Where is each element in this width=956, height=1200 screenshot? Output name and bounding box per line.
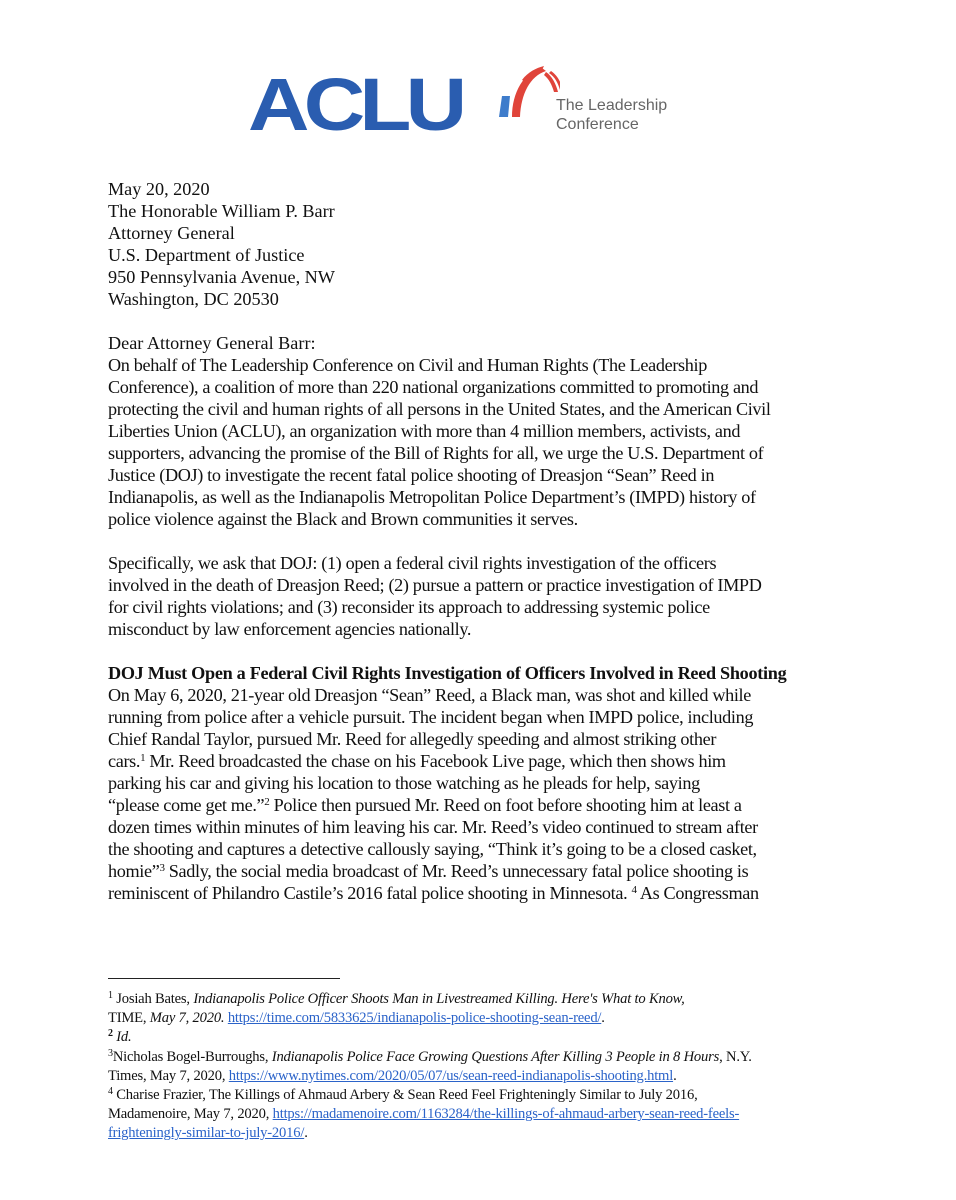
paragraph-line: police violence against the Black and Brown communities it serves. — [108, 509, 578, 529]
paragraph-line: Specifically, we ask that DOJ: (1) open a federal civil rights investigation of the officers — [108, 553, 717, 573]
paragraph-line: dozen times within minutes of him leaving his car. Mr. Reed’s video continued to stream after — [108, 817, 758, 837]
leadership-conference-arch-icon — [490, 62, 560, 132]
footnote-ref-3[interactable]: 3 — [159, 862, 165, 874]
letter-date: May 20, 2020 — [108, 179, 210, 199]
recipient-city: Washington, DC 20530 — [108, 289, 279, 309]
footnote-4-link-cont[interactable]: frighteningly-similar-to-july-2016/ — [108, 1125, 305, 1142]
paragraph-line: cars.$^1$ Mr. Reed broadcasted the chase on his Facebook Live page, which then shows him — [108, 751, 726, 771]
footnote-4-cont: Madamenoire, May 7, 2020, https://madamenoire.com/1163284/the-killings-of-ahmaud-arbery-sean-reed-feels- — [108, 1106, 740, 1123]
recipient-address — [108, 200, 868, 310]
letterhead-logos — [0, 62, 956, 146]
paragraph-line: On May 6, 2020, 21-year old Dreasjon “Sean” Reed, a Black man, was shot and killed while — [108, 685, 751, 705]
recipient-street: 950 Pennsylvania Avenue, NW — [108, 267, 335, 287]
paragraph-line: Conference), a coalition of more than 220 national organizations committed to promoting and — [108, 377, 759, 397]
footnotes — [108, 990, 868, 1144]
wordmark-line-1: The Leadership — [556, 97, 668, 114]
paragraph-line: parking his car and giving his location to those watching as he pleads for help, saying — [108, 773, 700, 793]
footnote-1-cont: TIME, May 7, 2020. https://time.com/5833625/indianapolis-police-shooting-sean-reed/. — [108, 1010, 605, 1027]
paragraph-line: reminiscent of Philandro Castile’s 2016 fatal police shooting in Minnesota. $^4$ As Congressman — [108, 883, 759, 903]
paragraph-line: misconduct by law enforcement agencies nationally. — [108, 619, 472, 639]
footnote-ref-1[interactable]: 1 — [140, 752, 146, 764]
paragraph-line: Liberties Union (ACLU), an organization with more than 4 million members, activists, and — [108, 421, 741, 441]
recipient-name: The Honorable William P. Barr — [108, 201, 335, 221]
paragraph-incident — [108, 684, 868, 904]
footnote-1-link[interactable]: https://time.com/5833625/indianapolis-police-shooting-sean-reed/ — [227, 1010, 602, 1027]
paragraph-line: homie”$^3$ Sadly, the social media broadcast of Mr. Reed’s unnecessary fatal police shooting is — [108, 861, 749, 881]
section-heading: DOJ Must Open a Federal Civil Rights Investigation of Officers Involved in Reed Shooting — [108, 663, 787, 683]
footnote-3: $^3$Nicholas Bogel-Burroughs, Indianapolis Police Face Growing Questions After Killing 3 People in 8 Hours, N.Y. — [108, 1047, 752, 1065]
footnote-3-cont: Times, May 7, 2020, https://www.nytimes.com/2020/05/07/us/sean-reed-indianapolis-shooting.html. — [108, 1067, 677, 1084]
paragraph-line: Justice (DOJ) to investigate the recent fatal police shooting of Dreasjon “Sean” Reed in — [108, 465, 715, 485]
leadership-conference-logo — [490, 62, 690, 142]
aclu-logo: ACLU — [248, 63, 462, 146]
leadership-conference-wordmark — [556, 96, 667, 134]
footnote-divider — [108, 978, 340, 979]
paragraph-requests — [108, 552, 868, 640]
paragraph-line: On behalf of The Leadership Conference on Civil and Human Rights (The Leadership — [108, 355, 707, 375]
paragraph-line: protecting the civil and human rights of all persons in the United States, and the American Civil — [108, 399, 771, 419]
letter-body — [108, 178, 868, 904]
footnote-ref-2[interactable]: 2 — [264, 796, 270, 808]
footnote-ref-4[interactable]: 4 — [631, 884, 637, 896]
paragraph-intro — [108, 354, 868, 530]
paragraph-line: Indianapolis, as well as the Indianapolis Metropolitan Police Department’s (IMPD) history of — [108, 487, 756, 507]
footnote-4-link[interactable]: https://madamenoire.com/1163284/the-killings-of-ahmaud-arbery-sean-reed-feels- — [272, 1106, 740, 1123]
salutation: Dear Attorney General Barr: — [108, 333, 316, 353]
footnote-1: $^1$ Josiah Bates, Indianapolis Police Officer Shoots Man in Livestreamed Killing. Here's What to Know, — [108, 990, 685, 1007]
footnote-4-cont2: frighteningly-similar-to-july-2016/. — [108, 1125, 308, 1142]
wordmark-line-2: Conference — [556, 116, 639, 133]
recipient-org: U.S. Department of Justice — [108, 245, 305, 265]
paragraph-line: “please come get me.”$^2$ Police then pursued Mr. Reed on foot before shooting him at least a — [108, 795, 742, 815]
paragraph-line: supporters, advancing the promise of the Bill of Rights for all, we urge the U.S. Department of — [108, 443, 764, 463]
paragraph-line: the shooting and captures a detective callously saying, “Think it’s going to be a closed casket, — [108, 839, 757, 859]
footnote-4: $^4$ Charise Frazier, The Killings of Ahmaud Arbery & Sean Reed Feel Frighteningly Similar to July 2016, — [108, 1086, 698, 1104]
footnote-3-link[interactable]: https://www.nytimes.com/2020/05/07/us/sean-reed-indianapolis-shooting.html — [228, 1067, 674, 1084]
paragraph-line: Chief Randal Taylor, pursued Mr. Reed for allegedly speeding and almost striking other — [108, 729, 717, 749]
footnote-2: $^2$ Id. — [108, 1028, 132, 1046]
recipient-title: Attorney General — [108, 223, 235, 243]
paragraph-line: running from police after a vehicle pursuit. The incident began when IMPD police, including — [108, 707, 754, 727]
paragraph-line: involved in the death of Dreasjon Reed; (2) pursue a pattern or practice investigation of IMPD — [108, 575, 762, 595]
paragraph-line: for civil rights violations; and (3) reconsider its approach to addressing systemic police — [108, 597, 710, 617]
